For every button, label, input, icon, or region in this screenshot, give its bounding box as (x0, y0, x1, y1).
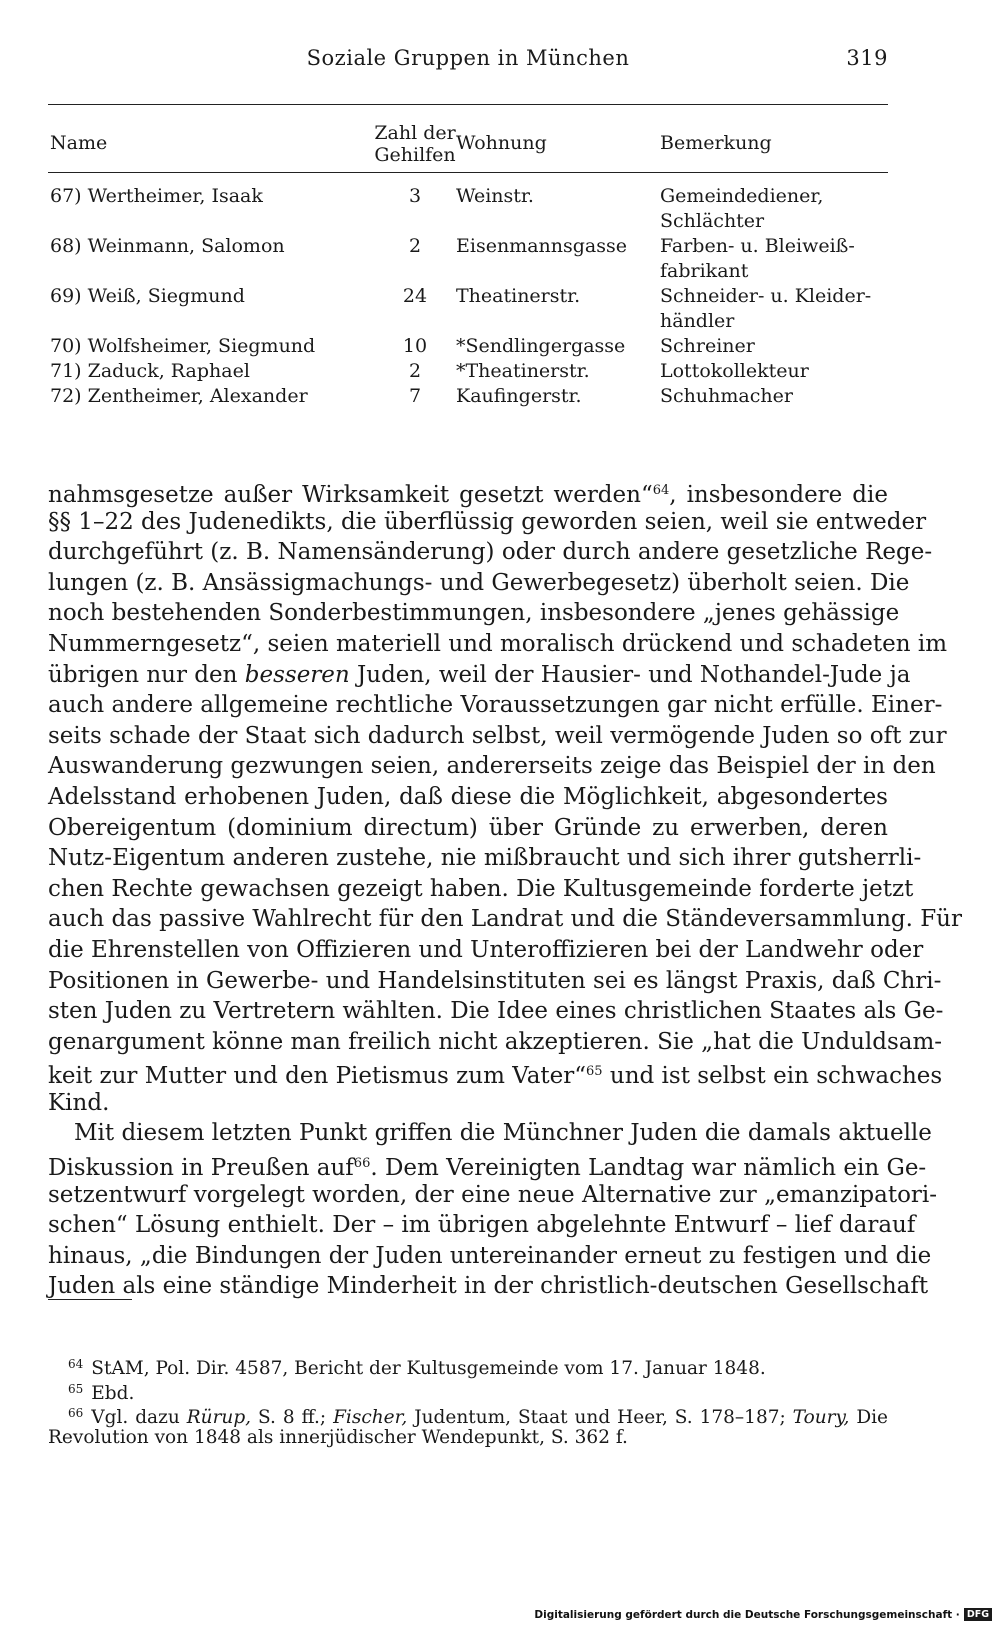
cell-bemerkung (660, 184, 888, 234)
cell-bemerkung-line: Schreiner (660, 335, 755, 357)
author-emphasis: Fischer, (333, 1407, 408, 1428)
text-line: §§ 1–22 des Judenedikts, die überflüssig geworden seien, weil sie entweder (48, 508, 927, 535)
cell-name: 67) Wertheimer, Isaak (50, 185, 263, 207)
text-line: schen“ Lösung enthielt. Der – im übrigen abgelehnte Entwurf – lief darauf (48, 1212, 916, 1239)
text-fragment: . Dem Vereinigten Landtag war nämlich ein Ge- (370, 1155, 927, 1182)
cell-wohnung: *Theatinerstr. (456, 360, 590, 382)
cell-wohnung: Kaufingerstr. (456, 385, 582, 407)
cell-zahl: 10 (402, 335, 428, 357)
cell-name: 72) Zentheimer, Alexander (50, 385, 308, 407)
column-header-zahl-line2: Gehilfen (374, 144, 456, 166)
cell-bemerkung-line: Schlächter (660, 210, 765, 232)
running-title: Soziale Gruppen in München (306, 46, 630, 70)
text-line: Adelsstand erhobenen Juden, daß diese die Möglichkeit, abgesondertes (48, 783, 888, 810)
cell-name: 70) Wolfsheimer, Siegmund (50, 335, 316, 357)
text-line (48, 1057, 943, 1090)
table-row (48, 334, 888, 359)
text-line: genargument könne man freilich nicht akzeptieren. Sie „hat die Unduldsam- (48, 1028, 943, 1055)
footnote-64 (48, 1352, 888, 1377)
digitization-banner (534, 1608, 992, 1624)
footnote-text: Die (856, 1407, 889, 1428)
footnote-text: S. 8 ff.; (258, 1407, 327, 1428)
text-line: auch andere allgemeine rechtliche Voraussetzungen gar nicht erfülle. Einer- (48, 692, 943, 719)
text-line: durchgeführt (z. B. Namensänderung) oder durch andere gesetzliche Rege- (48, 539, 933, 566)
footnotes (48, 1352, 888, 1450)
text-line (48, 1149, 927, 1182)
cell-zahl: 3 (408, 185, 422, 207)
body-text (48, 476, 962, 1302)
table-row (48, 234, 888, 284)
text-fragment: keit zur Mutter und den Pietismus zum Vater“ (48, 1063, 587, 1090)
emphasis: besseren (244, 661, 350, 688)
cell-zahl: 7 (408, 385, 422, 407)
cell-name: 68) Weinmann, Salomon (50, 235, 285, 257)
table-row (48, 284, 888, 334)
text-fragment: , insbesondere die (669, 482, 888, 508)
text-line: die Ehrenstellen von Offizieren und Unteroffizieren bei der Landwehr oder (48, 936, 924, 963)
text-fragment: nahmsgesetze außer Wirksamkeit gesetzt werden“ (48, 482, 653, 508)
text-line: Kind. (48, 1089, 110, 1116)
text-line: Obereigentum (dominium directum) über Gründe zu erwerben, deren (48, 814, 888, 841)
text-line: sten Juden zu Vertretern wählten. Die Idee eines christlichen Staates als Ge- (48, 998, 944, 1025)
text-fragment: Diskussion in Preußen auf (48, 1155, 354, 1182)
text-line: Positionen in Gewerbe- und Handelsinstituten sei es längst Praxis, daß Chri- (48, 967, 942, 994)
column-header-wohnung: Wohnung (456, 132, 547, 154)
text-line: auch das passive Wahlrecht für den Landrat und die Ständeversammlung. Für (48, 906, 962, 933)
cell-bemerkung-line: händler (660, 310, 735, 332)
footnote-ref-65[interactable]: 65 (586, 1064, 603, 1080)
cell-bemerkung (660, 384, 888, 409)
column-header-bemerkung: Bemerkung (660, 132, 772, 154)
table-row (48, 384, 888, 409)
text-line: Nutz-Eigentum anderen zustehe, nie mißbraucht und sich ihrer gutsherrli- (48, 845, 922, 872)
cell-bemerkung-line: Farben- u. Bleiweiß- (660, 235, 855, 257)
footnote-number: 66 (68, 1406, 84, 1420)
text-line: Mit diesem letzten Punkt griffen die Münchner Juden die damals aktuelle (74, 1120, 932, 1147)
cell-name: 69) Weiß, Siegmund (50, 285, 245, 307)
banner-text: Digitalisierung gefördert durch die Deutsche Forschungsgemeinschaft · (534, 1609, 960, 1621)
cell-bemerkung (660, 359, 888, 384)
text-line: chen Rechte gewachsen gezeigt haben. Die Kultusgemeinde forderte jetzt (48, 875, 914, 902)
footnote-number: 64 (68, 1357, 84, 1371)
footnote-text: Judentum, Staat und Heer, S. 178–187; (414, 1407, 786, 1428)
footnote-text: Ebd. (91, 1382, 135, 1404)
cell-bemerkung-line: Lottokollekteur (660, 360, 809, 382)
cell-bemerkung (660, 284, 888, 334)
running-head (48, 46, 888, 80)
column-header-zahl-line1: Zahl der (374, 122, 456, 144)
text-line (48, 660, 911, 691)
table-row (48, 359, 888, 384)
cell-wohnung: Theatinerstr. (456, 285, 581, 307)
text-fragment: Juden, weil der Hausier- und Nothandel-Jude ja (357, 661, 911, 688)
column-header-name: Name (50, 132, 108, 154)
footnote-number: 65 (68, 1381, 84, 1396)
footnote-ref-66[interactable]: 66 (353, 1156, 371, 1172)
text-line: hinaus, „die Bindungen der Juden untereinander erneut zu festigen und die (48, 1242, 932, 1269)
cell-bemerkung-line: Schuhmacher (660, 385, 793, 407)
table-top-rule (48, 104, 888, 105)
text-line: seits schade der Staat sich dadurch selbst, weil vermögende Juden so oft zur (48, 722, 947, 749)
table-header (48, 118, 888, 178)
cell-bemerkung-line: fabrikant (660, 260, 749, 282)
footnote-66-continued: Revolution von 1848 als innerjüdischer Wendepunkt, S. 362 f. (48, 1426, 628, 1448)
dfg-logo: DFG (964, 1608, 992, 1621)
cell-zahl: 2 (408, 235, 422, 257)
text-fragment: übrigen nur den (48, 661, 238, 688)
footnote-ref-64[interactable]: 64 (652, 483, 670, 498)
cell-wohnung: Weinstr. (456, 185, 534, 207)
cell-bemerkung (660, 334, 888, 359)
text-line (48, 476, 888, 507)
table-header-rule (48, 172, 888, 173)
author-emphasis: Rürup, (186, 1407, 252, 1428)
page-number: 319 (846, 46, 888, 70)
footnote-text: Vgl. dazu (91, 1407, 180, 1428)
text-line: lungen (z. B. Ansässigmachungs- und Gewerbegesetz) überholt seien. Die (48, 569, 910, 596)
text-line: noch bestehenden Sonderbestimmungen, insbesondere „jenes gehässige (48, 600, 900, 627)
footnote-rule (48, 1299, 132, 1300)
cell-zahl: 24 (402, 285, 428, 307)
text-line: Auswanderung gezwungen seien, andererseits zeige das Beispiel der in den (48, 753, 936, 780)
text-fragment: und ist selbst ein schwaches (602, 1063, 943, 1090)
text-line: Nummerngesetz“, seien materiell und moralisch drückend und schadeten im (48, 630, 948, 657)
table-row (48, 184, 888, 234)
cell-bemerkung-line: Schneider- u. Kleider- (660, 285, 872, 307)
text-line: Juden als eine ständige Minderheit in der christlich-deutschen Gesellschaft (48, 1273, 929, 1300)
cell-wohnung: Eisenmannsgasse (456, 235, 627, 257)
cell-zahl: 2 (408, 360, 422, 382)
footnote-65 (48, 1377, 888, 1402)
text-line: setzentwurf vorgelegt worden, der eine neue Alternative zur „emanzipatori- (48, 1181, 938, 1208)
footnote-66 (48, 1401, 888, 1426)
cell-bemerkung-line: Gemeindediener, (660, 185, 824, 207)
cell-name: 71) Zaduck, Raphael (50, 360, 250, 382)
footnote-text: StAM, Pol. Dir. 4587, Bericht der Kultusgemeinde vom 17. Januar 1848. (91, 1358, 766, 1379)
table-body (48, 184, 888, 409)
author-emphasis: Toury, (792, 1407, 850, 1428)
cell-bemerkung (660, 234, 888, 284)
cell-wohnung: *Sendlingergasse (456, 335, 626, 357)
